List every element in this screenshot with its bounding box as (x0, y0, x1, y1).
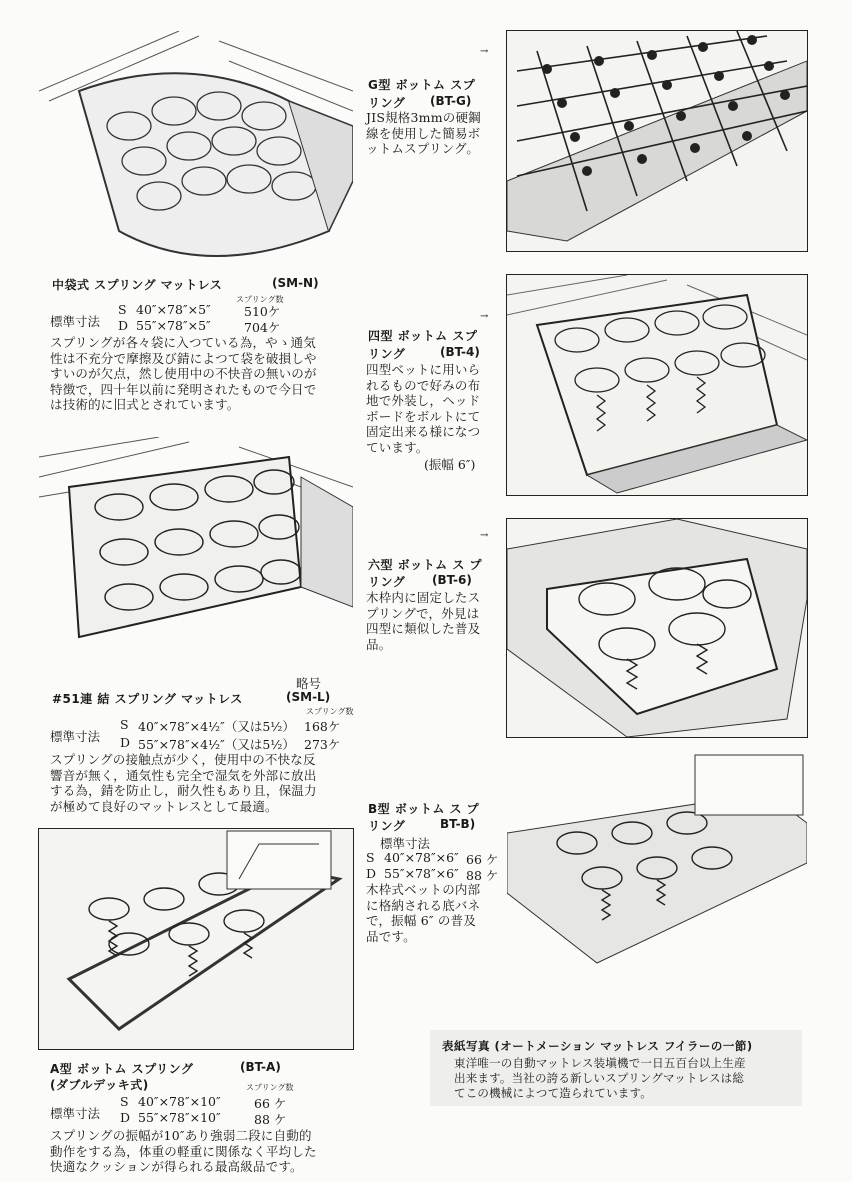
sm-l-abbr: 略号 (296, 676, 322, 691)
desc-line: プリングで，外見は (366, 605, 480, 621)
bt-4-illustration (506, 274, 808, 496)
bt-a-size-label: 標準寸法 (50, 1106, 101, 1121)
bt-a-subtitle: (ダブルデッキ式) (50, 1078, 149, 1092)
desc-line: 四型に類似した普及 (366, 621, 481, 636)
bt-a-row-d-count: 88 ケ (254, 1112, 287, 1127)
sm-n-code: (SM-N) (272, 276, 319, 290)
bt-a-row-s-dims: 40″×78″×10″ (138, 1094, 221, 1109)
desc-line: 品。 (366, 636, 392, 652)
bt-a-row-d-size: D (120, 1110, 131, 1125)
desc-line: 木枠内に固定したス (366, 590, 481, 605)
desc-line: する為，錆を防止し，耐久性もあり且，保温力 (50, 783, 317, 798)
sm-n-title: 中袋式 スプリング マットレス (52, 278, 223, 292)
sm-l-row-d-dims: 55″×78″×4½″（又は5½） (138, 737, 295, 752)
bt-b-row-d-count: 88 ケ (466, 868, 499, 883)
sm-n-size-label: 標準寸法 (50, 314, 101, 329)
bt-b-description (366, 882, 480, 944)
desc-line: スプリングの接触点が少く，使用中の不快な反 (50, 752, 316, 767)
sm-l-description (50, 752, 317, 814)
desc-line: 特徴で，四十年以前に発明されたもので今日で (50, 381, 317, 397)
desc-line: 品です。 (366, 928, 416, 944)
sm-l-spring-count-label: スプリング数 (306, 707, 354, 716)
sm-l-row-s-dims: 40″×78″×4½″（又は5½） (138, 719, 295, 734)
sm-l-code: (SM-L) (286, 690, 331, 704)
sm-n-row-d-count: 704ケ (244, 320, 281, 335)
desc-line: 固定出来る様になつ (366, 424, 481, 439)
bt-b-row-d-dims: 55″×78″×6″ (384, 866, 459, 881)
caption-line: てこの機械によつて造られています。 (454, 1086, 652, 1100)
desc-line: が極めて良好のマットレスとして最適。 (50, 798, 278, 814)
sm-l-size-label: 標準寸法 (50, 729, 101, 744)
bt-a-row-s-count: 66 ケ (254, 1096, 287, 1111)
desc-line: JIS規格3mmの硬鋼 (366, 110, 481, 125)
desc-line: 動作をする為，体重の軽重に関係なく平均した (50, 1143, 317, 1159)
bt-6-description (366, 590, 480, 652)
bt-4-note: (振幅 6″) (424, 457, 476, 472)
desc-line: ています。 (366, 439, 429, 455)
sm-n-row-d-size: D (118, 318, 129, 333)
sm-n-row-s-count: 510ケ (244, 304, 281, 319)
bt-a-spring-count-label: スプリング数 (246, 1083, 294, 1092)
bt-a-row-d-dims: 55″×78″×10″ (138, 1110, 221, 1125)
desc-line: ットムスプリング。 (366, 141, 480, 156)
sm-l-row-d-count: 273ケ (304, 737, 341, 752)
bt-4-code: (BT-4) (440, 345, 480, 359)
bt-4-title2: リング (368, 347, 406, 361)
bt-b-row-s-count: 66 ケ (466, 852, 499, 867)
bt-b-row-s-dims: 40″×78″×6″ (384, 850, 459, 865)
sm-n-illustration (38, 30, 354, 268)
bt-b-size-label: 標準寸法 (380, 836, 431, 851)
bt-b-illustration (506, 752, 808, 972)
desc-line: 性は不充分で摩擦及び錆によつて袋を破損しや (50, 350, 317, 366)
sm-n-row-s-size: S (118, 302, 127, 317)
bt-6-title2: リング (368, 575, 406, 589)
desc-line: れるもので好みの布 (366, 377, 481, 393)
arrow-icon: → (480, 530, 489, 541)
desc-line: 木枠式ベットの内部 (366, 882, 481, 897)
cover-caption-box (430, 1030, 802, 1106)
sm-n-description (50, 335, 317, 413)
bt-6-illustration (506, 518, 808, 738)
bt-a-row-s-size: S (120, 1094, 129, 1109)
bt-a-illustration (38, 828, 354, 1050)
bt-b-row-d-size: D (366, 866, 377, 881)
bt-b-code: BT-B) (440, 817, 476, 831)
cover-caption-title: 表紙写真 (オートメーション マットレス フイラーの一節) (442, 1039, 753, 1053)
bt-b-title: B型 ボットム ス プ (368, 802, 480, 816)
arrow-icon: → (480, 46, 489, 57)
desc-line: 地で外装し，ヘッド (366, 393, 481, 408)
sm-l-row-s-size: S (120, 717, 129, 732)
desc-line: 快適なクッションが得られる最高級品です。 (50, 1159, 303, 1174)
bt-g-title2: リング (368, 96, 406, 110)
sm-n-row-d-dims: 55″×78″×5″ (136, 318, 211, 333)
desc-line: ボードをボルトにて (366, 408, 481, 424)
caption-line: 出来ます。当社の誇る新しいスプリングマットレスは総 (454, 1071, 745, 1085)
sm-l-row-d-size: D (120, 735, 131, 750)
bt-a-description (50, 1128, 317, 1175)
caption-line: 東洋唯一の自動マットレス装塡機で一日五百台以上生産 (454, 1056, 746, 1070)
sm-n-spring-count-label: スプリング数 (236, 295, 284, 304)
sm-n-row-s-dims: 40″×78″×5″ (136, 302, 211, 317)
desc-line: すいのが欠点，然し使用中の不快音の無いのが (50, 366, 317, 381)
desc-line: 響音が無く，通気性も完全で湿気を外部に放出 (50, 767, 317, 783)
desc-line: スプリングが各々袋に入つている為，やゝ通気 (50, 335, 316, 350)
sm-l-title: #51連 結 スプリング マットレス (52, 692, 243, 706)
desc-line: 四型ベットに用いら (366, 362, 481, 377)
desc-line: スプリングの振幅が10″あり強弱二段に自動的 (50, 1128, 312, 1143)
desc-line: に格納される底バネ (366, 897, 481, 913)
bt-6-title: 六型 ボットム ス プ (368, 558, 483, 572)
desc-line: で，振幅 6″ の普及 (366, 913, 477, 928)
bt-g-code: (BT-G) (430, 94, 472, 108)
bt-b-title2: リング (368, 819, 406, 833)
bt-6-code: (BT-6) (432, 573, 472, 587)
desc-line: 線を使用した簡易ボ (366, 125, 481, 141)
bt-a-title: A型 ボットム スプリング (50, 1062, 194, 1076)
desc-line: は技術的に旧式とされています。 (50, 397, 240, 412)
sm-l-row-s-count: 168ケ (304, 719, 341, 734)
bt-g-title: G型 ボットム スプ (368, 78, 476, 92)
sm-l-illustration (38, 436, 354, 658)
bt-g-description (366, 110, 481, 157)
arrow-icon: → (480, 311, 489, 322)
bt-a-code: (BT-A) (240, 1060, 281, 1074)
bt-4-title: 四型 ボットム スプ (368, 329, 478, 343)
bt-g-illustration (506, 30, 808, 252)
bt-4-description (366, 362, 480, 455)
bt-b-row-s-size: S (366, 850, 375, 865)
cover-caption-text (454, 1056, 746, 1101)
